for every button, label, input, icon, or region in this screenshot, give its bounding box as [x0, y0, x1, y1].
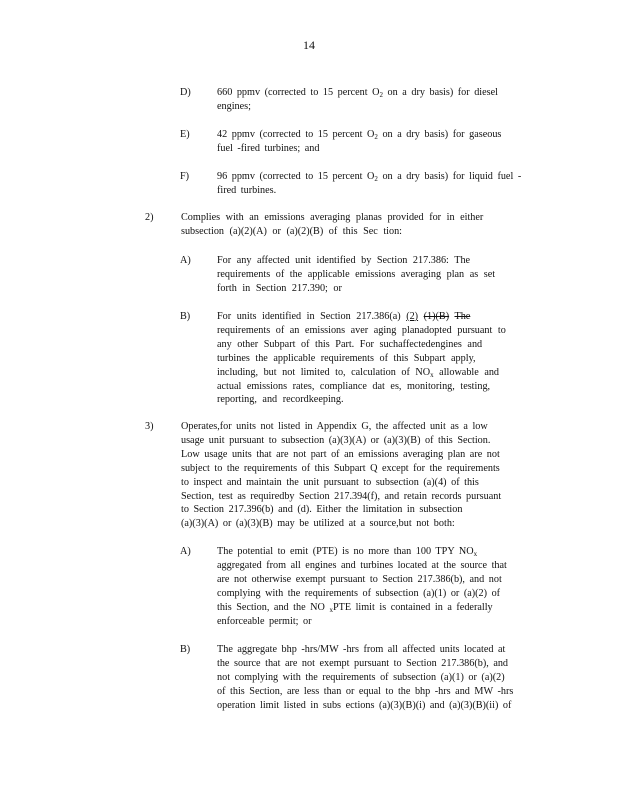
item-label: B) — [180, 311, 191, 322]
item-label: F) — [180, 171, 190, 182]
item-text: 660 ppmv (corrected to 15 percent $O_2$ on a dry basis) for diesel engines; — [217, 87, 498, 112]
item-label: A) — [180, 255, 191, 266]
struck-text: (1)(B) — [423, 311, 450, 322]
item-text: 96 ppmv (corrected to 15 percent $O_2$ on a dry basis) for liquid fuel - fired turbines. — [217, 171, 522, 196]
item-label: E) — [180, 129, 190, 140]
section-text: Operates,for units not listed in Appendix G, the affected unit as a low usage unit pursuant to subsection (a)(3)(A) or (a)(3)(B) of this Section. Low usage units that are not part of an emissions averaging plan are not subject to the requirements of this Subpart Q except for the requirements to inspect and maintain the unit pursuant to subsection (a)(4) of this Section, test as requiredby Section 217.394(f), and retain records pursuant to Section 217.396(b) and (d). Either the limitation in subsection (a)(3)(A) or (a)(3)(B) may be utilized at a source,but not both: — [181, 421, 502, 530]
item-label: B) — [180, 644, 191, 655]
inserted-text: (2) — [406, 311, 419, 322]
page-number: 14 — [303, 38, 315, 52]
section-text: Complies with an emissions averaging planas provided for in either subsection (a)(2)(A) or (a)(2)(B) of this Sec tion: — [181, 212, 484, 237]
item-text: The potential to emit (PTE) is no more than 100 TPY $NO_x$ aggregated from all engines and turbines located at the source that are not otherwise exempt pursuant to Section 217.386(b), and not complying with the requirements of subsection (a)(1) or (a)(2) of this Section, and the NO $_x$PTE limit is contained in a federally enforceable permit; or — [217, 546, 507, 627]
item-text: For any affected unit identified by Section 217.386: The requirements of the applicable emissions averaging plan as set forth in Section 217.390; or — [217, 255, 496, 294]
item-label: D) — [180, 87, 191, 98]
item-text: For units identified in Section 217.386(a) (2) (1)(B) The requirements of an emissions aver aging planadopted pursuant to any other Subpart of this Part. For suchaffectedengines and turbines the applicable requirements of this Subpart apply, including, but not limited to, calculation of $NO_x$ allowable and actual emissions rates, compliance dat es, monitoring, testing, reporting, and recordkeeping. — [217, 311, 506, 406]
struck-text: The — [454, 311, 471, 322]
section-label: 3) — [145, 421, 154, 432]
section-label: 2) — [145, 212, 154, 223]
item-text: The aggregate bhp -hrs/MW -hrs from all affected units located at the source that are not exempt pursuant to Section 217.386(b), and not complying with the requirements of subsection (a)(1) or (a)(2) of this Section, are less than or equal to the bhp -hrs and MW -hrs operation limit listed in subs ections (a)(3)(B)(i) and (a)(3)(B)(ii) of — [217, 644, 514, 711]
item-label: A) — [180, 546, 191, 557]
item-text: 42 ppmv (corrected to 15 percent $O_2$ on a dry basis) for gaseous fuel -fired turbines; and — [217, 129, 502, 154]
